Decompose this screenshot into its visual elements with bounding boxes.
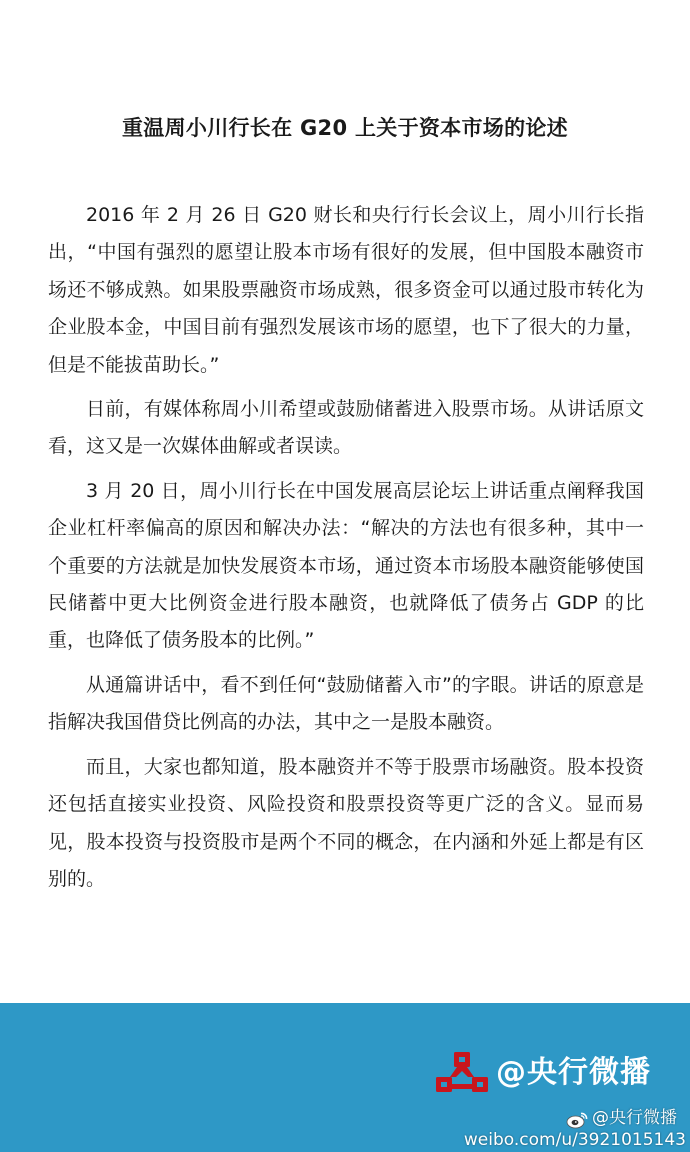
watermark-account: @央行微播 bbox=[592, 1108, 677, 1128]
document-body bbox=[48, 197, 644, 905]
document-title: 重温周小川行长在 G20 上关于资本市场的论述 bbox=[122, 116, 568, 140]
paragraph: 3 月 20 日，周小川行长在中国发展高层论坛上讲话重点阐释我国企业杠杆率偏高的原因和解决办法：“解决的方法也有很多种，其中一个重要的方法就是加快发展资本市场，通过资本市场股本融资能够使国民储蓄中更大比例资金进行股本融资，也就降低了债务占 GDP 的比重，也降低了债务股本的比例。” bbox=[48, 479, 644, 652]
footer-account-name: @央行微播 bbox=[496, 1055, 651, 1090]
watermark-url: weibo.com/u/3921015143 bbox=[463, 1130, 686, 1150]
paragraph: 2016 年 2 月 26 日 G20 财长和央行行长会议上，周小川行长指出，“中国有强烈的愿望让股本市场有很好的发展，但中国股本融资市场还不够成熟。如果股票融资市场成熟，很多资金可以通过股市转化为企业股本金，中国目前有强烈发展该市场的愿望，也下了很大的力量，但是不能拔苗助长。” bbox=[48, 204, 644, 376]
weibo-icon bbox=[566, 1111, 588, 1129]
footer-banner bbox=[0, 1003, 690, 1152]
paragraph: 日前，有媒体称周小川希望或鼓励储蓄进入股票市场。从讲话原文看，这又是一次媒体曲解或者误读。 bbox=[48, 398, 644, 458]
paragraph: 从通篇讲话中，看不到任何“鼓励储蓄入市”的字眼。讲话的原意是指解决我国借贷比例高的办法，其中之一是股本融资。 bbox=[48, 673, 644, 734]
pboc-logo-icon bbox=[434, 1051, 490, 1095]
paragraph: 而且，大家也都知道，股本融资并不等于股票市场融资。股本投资还包括直接实业投资、风险投资和股票投资等更广泛的含义。显而易见，股本投资与投资股市是两个不同的概念，在内涵和外延上都是有区别的。 bbox=[48, 755, 644, 890]
